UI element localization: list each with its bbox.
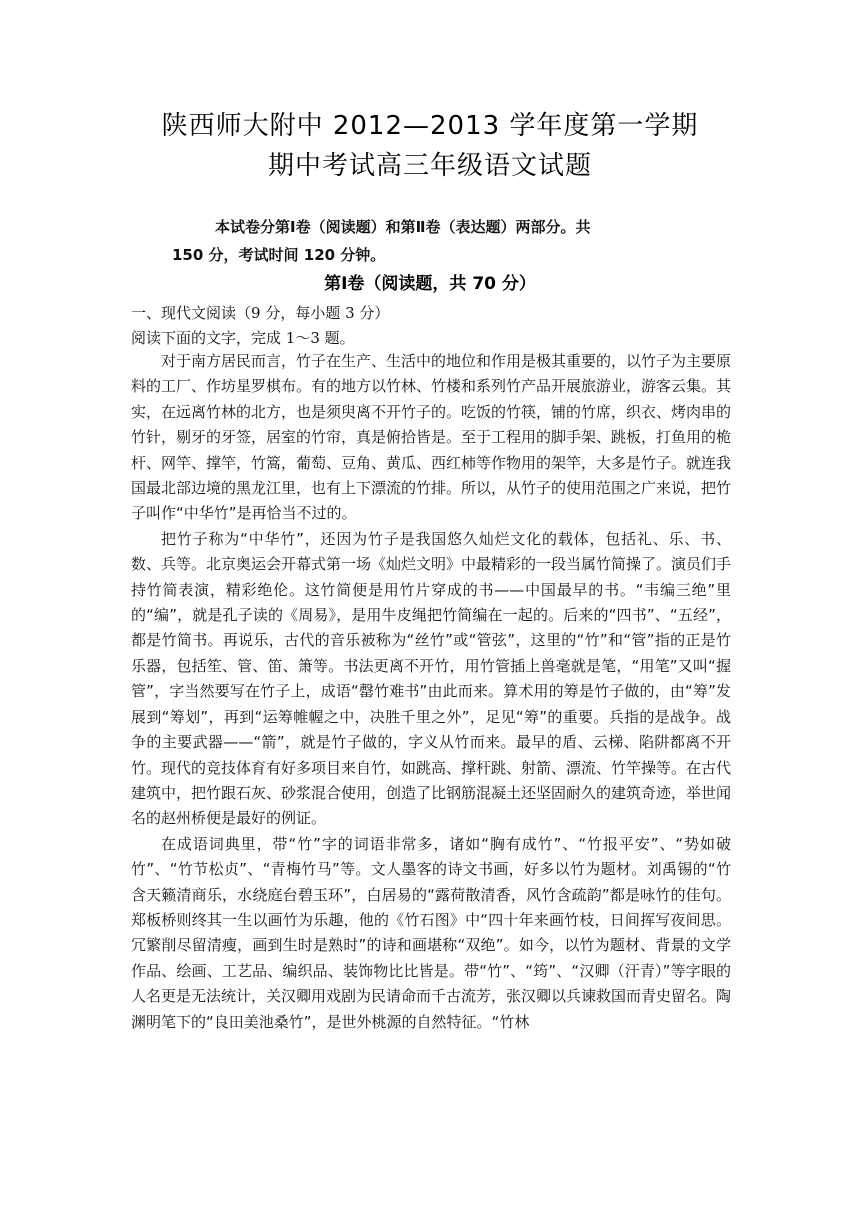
reading-instruction: 阅读下面的文字，完成 1～3 题。 bbox=[131, 329, 355, 347]
part-one-title: 第Ⅰ卷（阅读题，共 70 分） bbox=[324, 274, 536, 294]
section-heading-note: （9 分，每小题 3 分） bbox=[236, 304, 390, 322]
exam-title-line2: 期中考试高三年级语文试题 bbox=[267, 151, 592, 181]
passage-paragraph-1: 对于南方居民而言，竹子在生产、生活中的地位和作用是极其重要的，以竹子为主要原料的工厂、作坊星罗棋布。有的地方以竹林、竹楼和系列竹产品开展旅游业，游客云集。其实，在远离竹林的北方，也是须臾离不开竹子的。吃饭的竹筷，铺的竹席，织衣、烤肉串的竹针，剔牙的牙签，居室的竹帘，真是俯拾皆是。至于工程用的脚手架、跳板，打鱼用的桅杆、网竿、撑竿，竹篙，葡萄、豆角、黄瓜、西红柿等作物用的架竿，大多是竹子。就连我国最北部边境的黑龙江里，也有上下漂流的竹排。所以，从竹子的使用范围之广来说，把竹子叫作“中华竹”是再恰当不过的。 bbox=[131, 352, 732, 523]
section-heading bbox=[131, 302, 389, 324]
exam-intro-line2: 150 分，考试时间 120 分钟。 bbox=[172, 246, 386, 264]
exam-intro-line1: 本试卷分第Ⅰ卷（阅读题）和第Ⅱ卷（表达题）两部分。共 bbox=[215, 218, 591, 236]
passage-paragraph-2: 把竹子称为“中华竹”，还因为竹子是我国悠久灿烂文化的载体，包括礼、乐、书、数、兵等。北京奥运会开幕式第一场《灿烂文明》中最精彩的一段当属竹简操了。演员们手持竹简表演，精彩绝伦。这竹简便是用竹片穿成的书——中国最早的书。“韦编三绝”里的“编”，就是孔子读的《周易》，是用牛皮绳把竹简编在一起的。后来的“四书”、“五经”，都是竹简书。再说乐，古代的音乐被称为“丝竹”或“管弦”，这里的“竹”和“管”指的正是竹乐器，包括笙、管、笛、箫等。书法更离不开竹，用竹管插上兽毫就是笔，“用笔”又叫“握管”，字当然要写在竹子上，成语“罄竹难书”由此而来。算术用的筹是竹子做的，由“筹”发展到“筹划”，再到“运筹帷幄之中，决胜千里之外”，足见“筹”的重要。兵指的是战争。战争的主要武器——“箭”，就是竹子做的，字义从竹而来。最早的盾、云梯、陷阱都离不开竹。现代的竞技体育有好多项目来自竹，如跳高、撑杆跳、射箭、漂流、竹竿操等。在古代建筑中，把竹跟石灰、砂浆混合使用，创造了比钢筋混凝土还坚固耐久的建筑奇迹，举世闻名的赵州桥便是最好的例证。 bbox=[131, 529, 732, 828]
exam-title-line1: 陕西师大附中 2012—2013 学年度第一学期 bbox=[161, 111, 699, 141]
passage-paragraph-3: 在成语词典里，带“竹”字的词语非常多，诸如“胸有成竹”、“竹报平安”、“势如破竹”、“竹节松贞”、“青梅竹马”等。文人墨客的诗文书画，好多以竹为题材。刘禹锡的“竹含天籁清商乐，水绕庭台碧玉环”，白居易的“露荷散清香，风竹含疏韵”都是咏竹的佳句。郑板桥则终其一生以画竹为乐趣，他的《竹石图》中“四十年来画竹枝，日间挥写夜间思。冗繁削尽留清瘦，画到生时是熟时”的诗和画堪称“双绝”。如今，以竹为题材、背景的文学作品、绘画、工艺品、编织品、装饰物比比皆是。带“竹”、“筠”、“汉卿（汗青）”等字眼的人名更是无法统计，关汉卿用戏剧为民请命而千古流芳，张汉卿以兵谏救国而青史留名。陶渊明笔下的“良田美池桑竹”，是世外桃源的自然特征。“竹林 bbox=[131, 834, 732, 1031]
section-heading-label: 一、现代文阅读 bbox=[131, 304, 237, 322]
reading-passage bbox=[131, 349, 731, 1035]
